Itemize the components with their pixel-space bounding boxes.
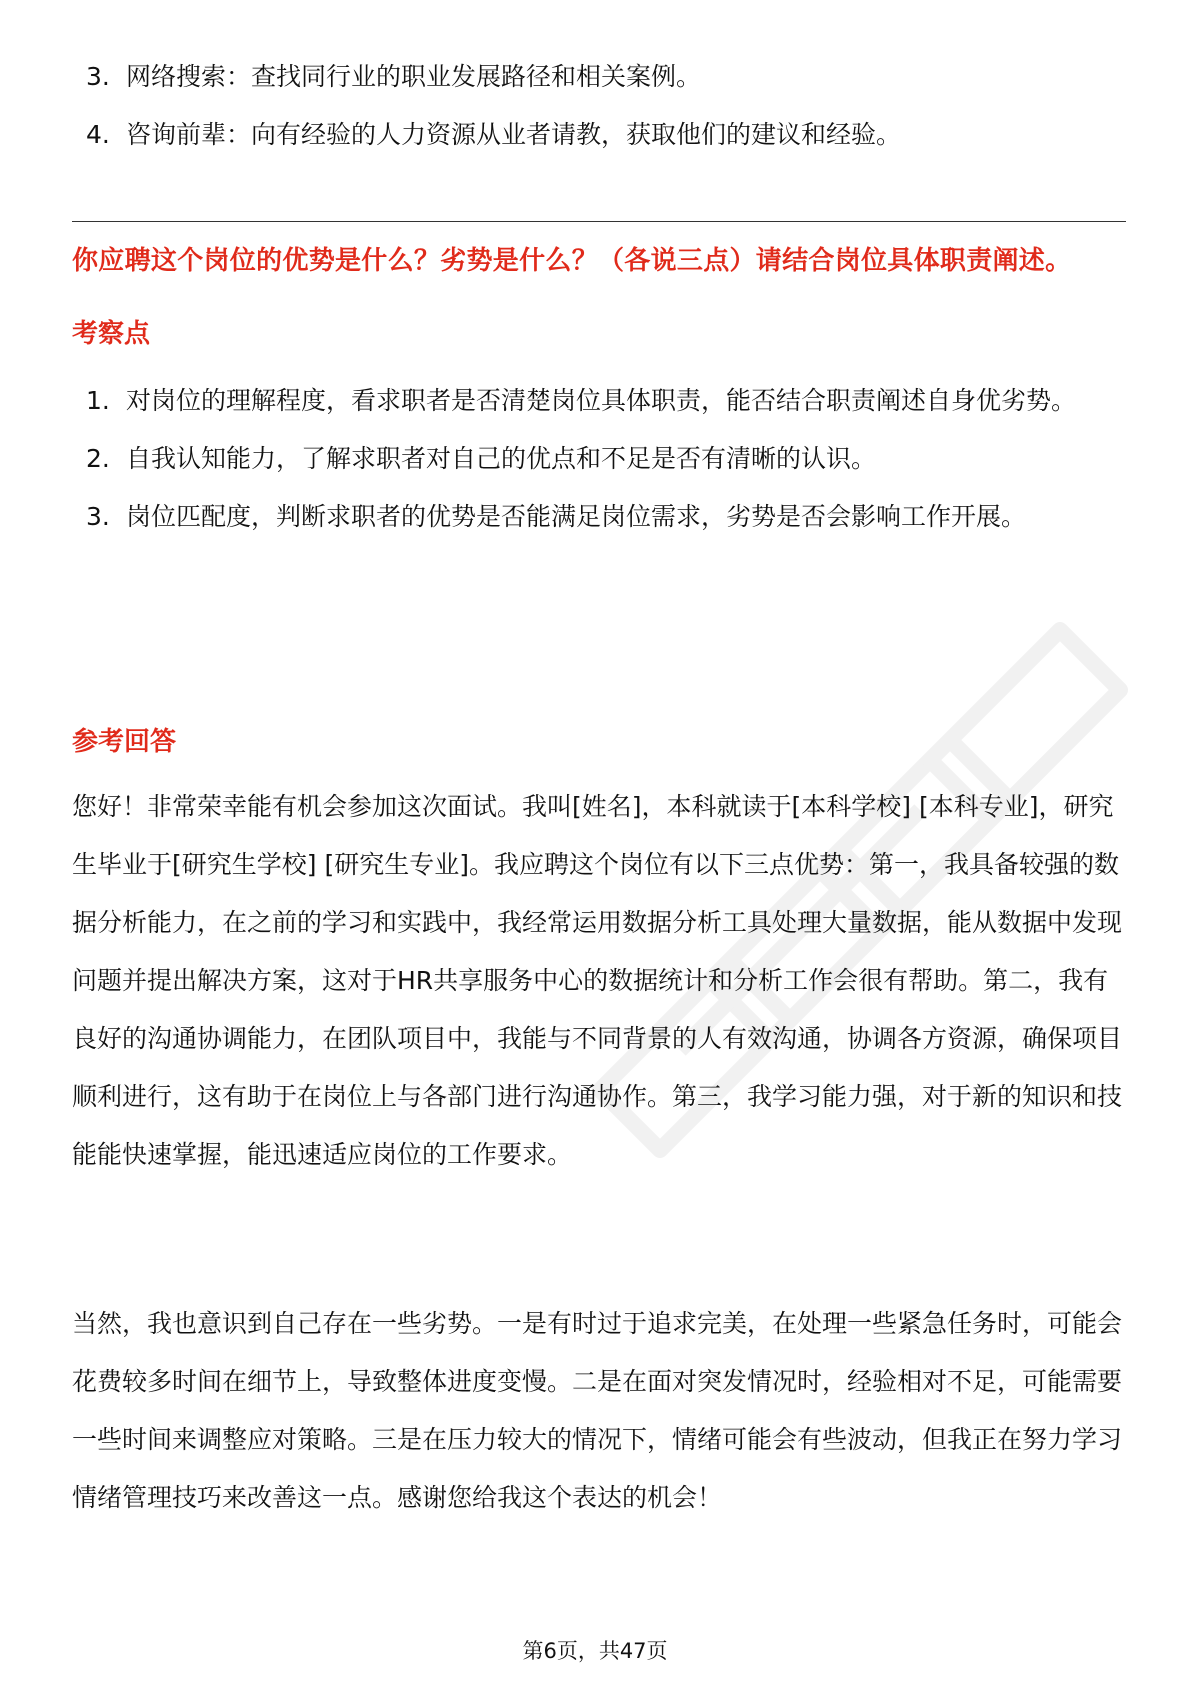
list-text: 咨询前辈：向有经验的人力资源从业者请教，获取他们的建议和经验。 [126, 120, 902, 149]
list-text: 岗位匹配度，判断求职者的优势是否能满足岗位需求，劣势是否会影响工作开展。 [126, 502, 1027, 531]
answer-paragraph: 当然，我也意识到自己存在一些劣势。一是有时过于追求完美，在处理一些紧急任务时，可能会花费较多时间在细节上，导致整体进度变慢。二是在面对突发情况时，经验相对不足，可能需要一些时间来调整应对策略。三是在压力较大的情况下，情绪可能会有些波动，但我正在努力学习情绪管理技巧来改善这一点。感谢您给我这个表达的机会！ [72, 1309, 1123, 1512]
list-text: 对岗位的理解程度，看求职者是否清楚岗位具体职责，能否结合职责阐述自身优劣势。 [126, 386, 1077, 415]
list-number: 2. [86, 444, 110, 473]
list-item [72, 372, 1122, 430]
list-number: 4. [86, 120, 110, 149]
page-number-footer: 第6页，共47页 [522, 1639, 668, 1663]
list-text: 网络搜索：查找同行业的职业发展路径和相关案例。 [126, 62, 702, 91]
kaochadian-heading: 考察点 [72, 319, 151, 349]
answer-heading: 参考回答 [72, 727, 177, 757]
section-divider [72, 221, 1126, 222]
list-number: 3. [86, 502, 110, 531]
list-number: 3. [86, 62, 110, 91]
kaochadian-list [72, 372, 1122, 546]
list-item [72, 488, 1122, 546]
list-item [72, 430, 1122, 488]
top-numbered-list [72, 48, 1122, 164]
answer-paragraph: 您好！非常荣幸能有机会参加这次面试。我叫[姓名]，本科就读于[本科学校] [本科专业]，研究生毕业于[研究生学校] [研究生专业]。我应聘这个岗位有以下三点优势：第一，我具备较强的数据分析能力，在之前的学习和实践中，我经常运用数据分析工具处理大量数据，能从数据中发现问题并提出解决方案，这对于HR共享服务中心的数据统计和分析工作会很有帮助。第二，我有良好的沟通协调能力，在团队项目中，我能与不同背景的人有效沟通，协调各方资源，确保项目顺利进行，这有助于在岗位上与各部门进行沟通协作。第三，我学习能力强，对于新的知识和技能能快速掌握，能迅速适应岗位的工作要求。 [72, 792, 1123, 1169]
question-heading: 你应聘这个岗位的优势是什么？劣势是什么？（各说三点）请结合岗位具体职责阐述。 [72, 246, 1072, 276]
list-number: 1. [86, 386, 110, 415]
list-item [72, 48, 1122, 106]
list-item [72, 106, 1122, 164]
list-text: 自我认知能力，了解求职者对自己的优点和不足是否有清晰的认识。 [126, 444, 877, 473]
